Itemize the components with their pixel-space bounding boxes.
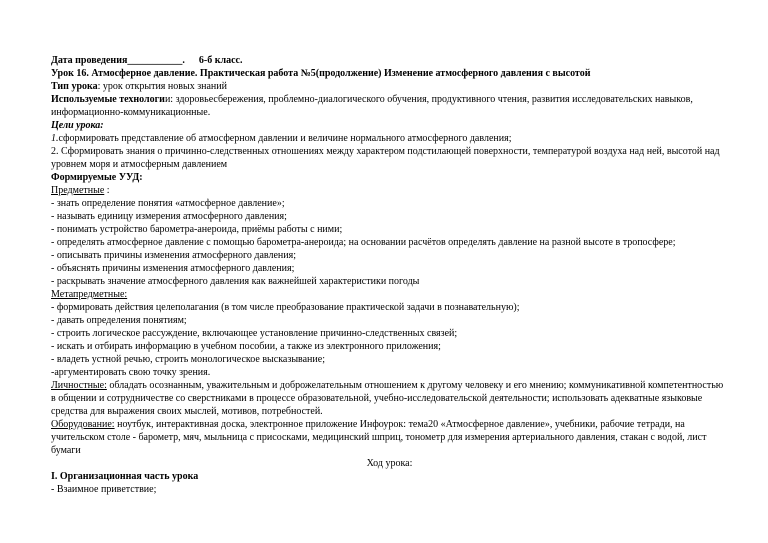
- lesson-type: [51, 80, 728, 93]
- list-item: - объяснять причины изменения атмосферного давления;: [51, 263, 295, 274]
- uud-title: Формируемые УУД:: [51, 172, 143, 183]
- goals-title: Цели урока:: [51, 120, 104, 131]
- goal-1-text: сформировать представление об атмосферном давлении и величине нормального атмосферного давления;: [58, 133, 512, 144]
- technologies: [51, 93, 728, 119]
- list-item: - формировать действия целеполагания (в том числе преобразование практической задачи в познавательную);: [51, 302, 520, 313]
- list-item: - искать и отбирать информацию в учебном пособии, а также из электронного приложения;: [51, 341, 441, 352]
- technologies-value: и: здоровьесбережения, проблемно-диалогического обучения, продуктивного чтения, развития исследовательских навыков, информационно-коммуникационные.: [51, 94, 693, 118]
- subject-heading: [51, 184, 728, 197]
- technologies-label: Используемые технологи: [51, 94, 165, 105]
- goal-1: [51, 132, 728, 145]
- list-item: - знать определение понятия «атмосферное давление»;: [51, 198, 285, 209]
- subject-suffix: :: [104, 185, 110, 196]
- subject-label: Предметные: [51, 185, 105, 196]
- goal-2: 2. Сформировать знания о причинно-следственных отношениях между характером подстилающей поверхности, температурой воздуха над ней, высотой над уровнем моря и атмосферным давлением: [51, 146, 720, 170]
- meta-heading: Метапредметные:: [51, 289, 128, 300]
- personal-text: обладать осознанным, уважительным и доброжелательным отношением к другому человеку и его мнению; коммуникативной компетентностью в общении и сотрудничестве со сверстниками в процессе образовательной, учебно-исследовательской деятельности; использовать адекватные языковые средства для выражения своих мыслей, мотивов, потребностей.: [51, 380, 724, 417]
- list-item: - понимать устройство барометра-анероида, приёмы работы с ними;: [51, 224, 343, 235]
- lesson-type-label: Тип урока: [51, 81, 98, 92]
- personal-label: Личностные:: [51, 380, 107, 391]
- list-item: - владеть устной речью, строить монологическое высказывание;: [51, 354, 325, 365]
- list-item: -аргументировать свою точку зрения.: [51, 367, 211, 378]
- personal: [51, 379, 728, 418]
- date-label: Дата проведения___________.: [51, 55, 185, 66]
- lesson-title: Урок 16. Атмосферное давление. Практическая работа №5(продолжение) Изменение атмосферного давления с высотой: [51, 68, 591, 79]
- goal-1-number: 1.: [51, 133, 59, 144]
- section-1-title: I. Организационная часть урока: [51, 471, 199, 482]
- list-item: - описывать причины изменения атмосферного давления;: [51, 250, 296, 261]
- equipment-label: Оборудование:: [51, 419, 115, 430]
- list-item: - раскрывать значение атмосферного давления как важнейшей характеристики погоды: [51, 276, 420, 287]
- lesson-type-value: : урок открытия новых знаний: [97, 81, 227, 92]
- list-item: - давать определения понятиям;: [51, 315, 187, 326]
- equipment: [51, 418, 728, 457]
- list-item: - определять атмосферное давление с помощью барометра-анероида; на основании расчётов определять давление на разной высоте в тропосфере;: [51, 237, 676, 248]
- list-item: - строить логическое рассуждение, включающее установление причинно-следственных связей;: [51, 328, 458, 339]
- date-line: [51, 54, 728, 67]
- class-label: 6-б класс.: [198, 55, 243, 66]
- list-item: - Взаимное приветствие;: [51, 484, 157, 495]
- equipment-text: ноутбук, интерактивная доска, электронное приложение Инфоурок: тема20 «Атмосферное давление», учебники, рабочие тетради, на учительском столе - барометр, мяч, мыльница с присосками, медицинский шприц, тонометр для измерения артериального давления, стакан с водой, лист бумаги: [51, 419, 707, 456]
- course-title: Ход урока:: [366, 458, 413, 469]
- list-item: - называть единицу измерения атмосферного давления;: [51, 211, 287, 222]
